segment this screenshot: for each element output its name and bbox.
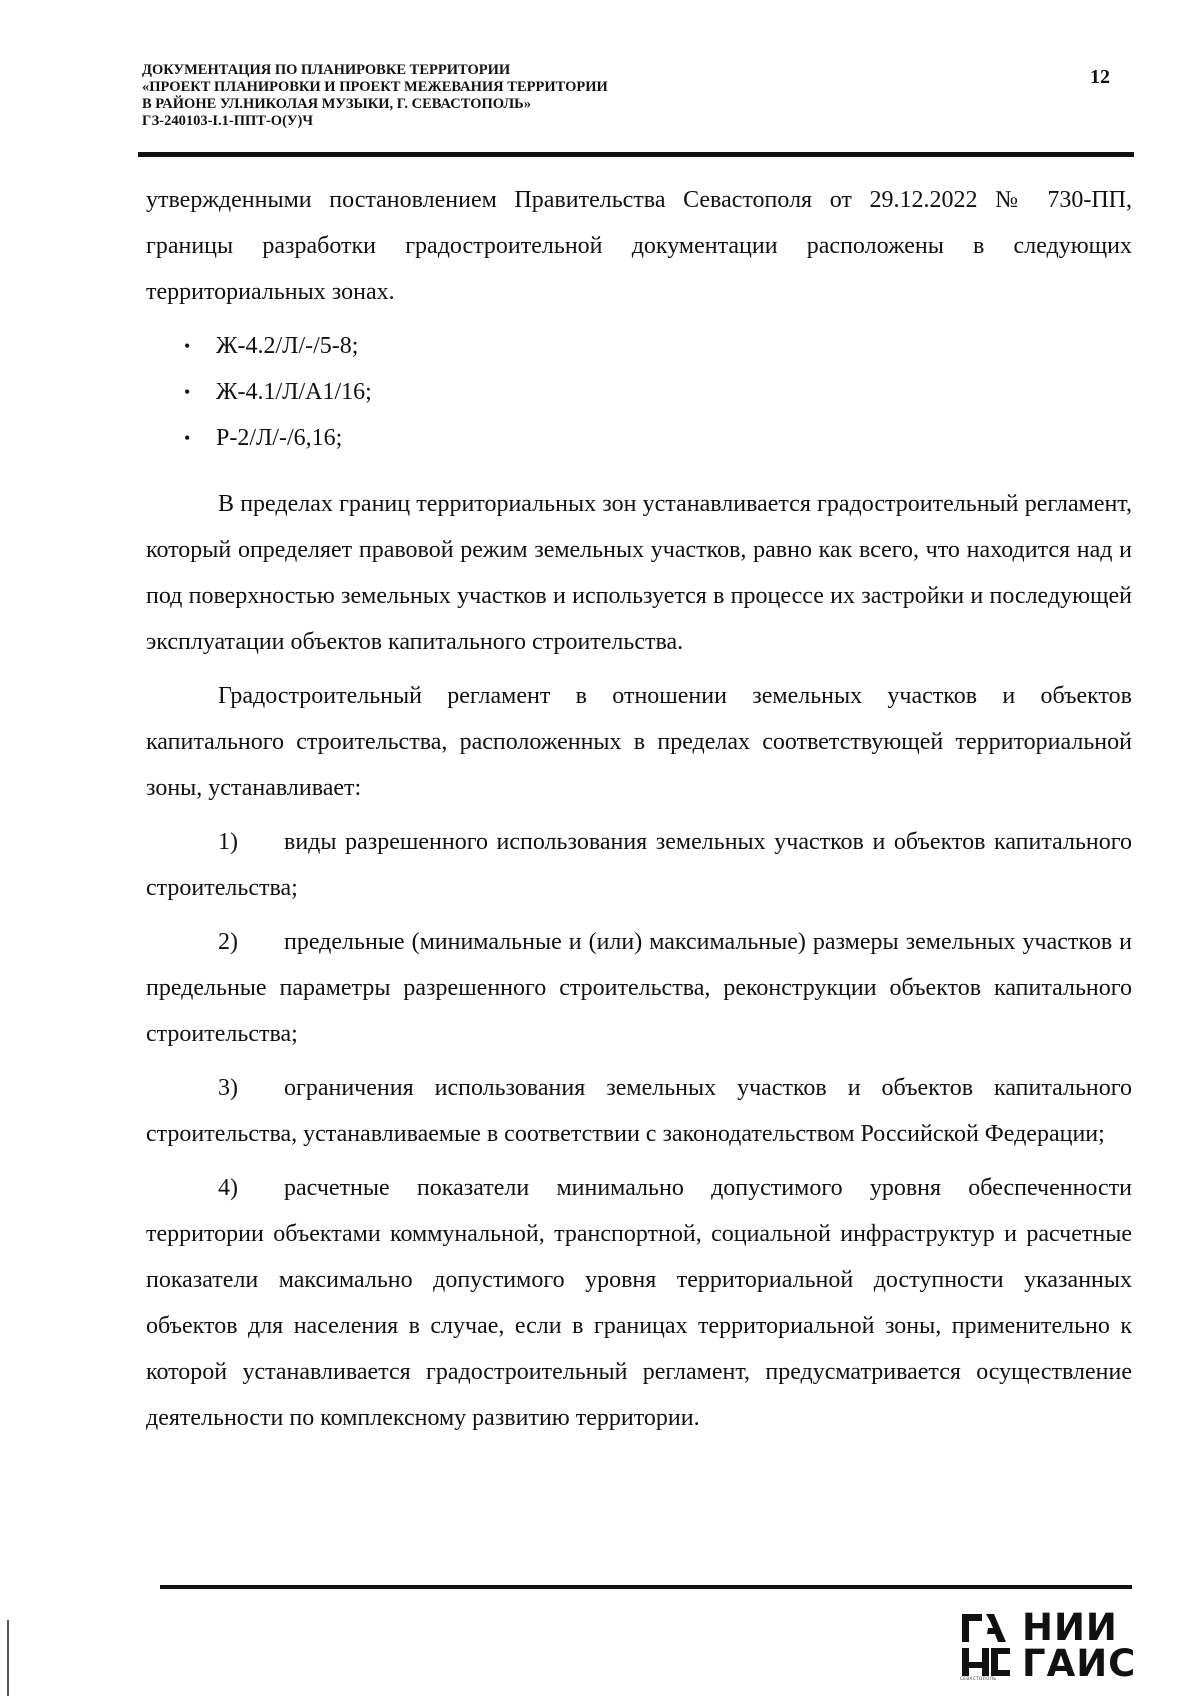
intro-paragraph: утвержденными постановлением Правительства Севастополя от 29.12.2022 № 730-ПП, границы разработки градостроительной документации расположены в следующих территориальных зонах. [146,187,1132,305]
bullet-icon: • [184,428,191,448]
scan-edge-mark [7,1620,9,1696]
bullet-icon: • [184,382,191,402]
gais-emblem-icon [960,1612,1012,1680]
item-number: 1) [218,829,238,855]
numbered-item [146,1165,1132,1441]
header-divider [138,152,1134,157]
nii-gais-logo [960,1606,1137,1685]
document-body [146,177,1132,1441]
logo-line-1: НИИ [1022,1606,1118,1649]
header-line-1: ДОКУМЕНТАЦИЯ ПО ПЛАНИРОВКЕ ТЕРРИТОРИИ [142,62,511,78]
logo-subtitle: СЕВАСТОПОЛЬ [960,1676,997,1681]
item-text: расчетные показатели минимально допустимого уровня обеспеченности территории объектами коммунальной, транспортной, социальной инфраструктур и расчетные показатели максимально допустимого уровня территориальной доступности указанных объектов для населения в случае, если в границах территориальной зоны, применительно к которой устанавливается градостроительный регламент, предусматривается осуществление деятельности по комплексному развитию территории. [146,1175,1132,1431]
page-number: 12 [1090,66,1110,88]
item-number: 4) [218,1175,238,1201]
zone-code: Р-2/Л/-/6,16; [216,425,343,451]
header-line-2: «ПРОЕКТ ПЛАНИРОВКИ И ПРОЕКТ МЕЖЕВАНИЯ ТЕРРИТОРИИ [142,79,608,95]
numbered-item [146,919,1132,1057]
zone-list-item [146,323,1132,369]
item-number: 2) [218,929,238,955]
zone-list-item [146,369,1132,415]
numbered-item [146,1065,1132,1157]
zone-list-item [146,415,1132,461]
regulation-scope-paragraph: Градостроительный регламент в отношении земельных участков и объектов капитального строительства, расположенных в пределах соответствующей территориальной зоны, устанавливает: [146,683,1132,801]
numbered-item [146,819,1132,911]
document-header [142,62,782,130]
header-document-code: ГЗ-240103-I.1-ППТ-О(У)Ч [142,113,314,129]
header-line-3: В РАЙОНЕ УЛ.НИКОЛАЯ МУЗЫКИ, Г. СЕВАСТОПОЛЬ» [142,96,531,112]
item-number: 3) [218,1075,238,1101]
item-text: предельные (минимальные и (или) максимальные) размеры земельных участков и предельные параметры разрешенного строительства, реконструкции объектов капитального строительства; [146,929,1132,1047]
item-text: виды разрешенного использования земельных участков и объектов капитального строительства; [146,829,1132,901]
zone-code: Ж-4.1/Л/А1/16; [216,379,372,405]
zone-code: Ж-4.2/Л/-/5-8; [216,333,359,359]
bullet-icon: • [184,336,191,356]
regulation-paragraph: В пределах границ территориальных зон устанавливается градостроительный регламент, который определяет правовой режим земельных участков, равно как всего, что находится над и под поверхностью земельных участков и используется в процессе их застройки и последующей эксплуатации объектов капитального строительства. [146,491,1132,655]
logo-line-2: ГАИС [1022,1642,1137,1685]
item-text: ограничения использования земельных участков и объектов капитального строительства, устанавливаемые в соответствии с законодательством Российской Федерации; [146,1075,1132,1147]
footer-divider [160,1585,1132,1589]
logo-wordmark [1022,1606,1137,1685]
